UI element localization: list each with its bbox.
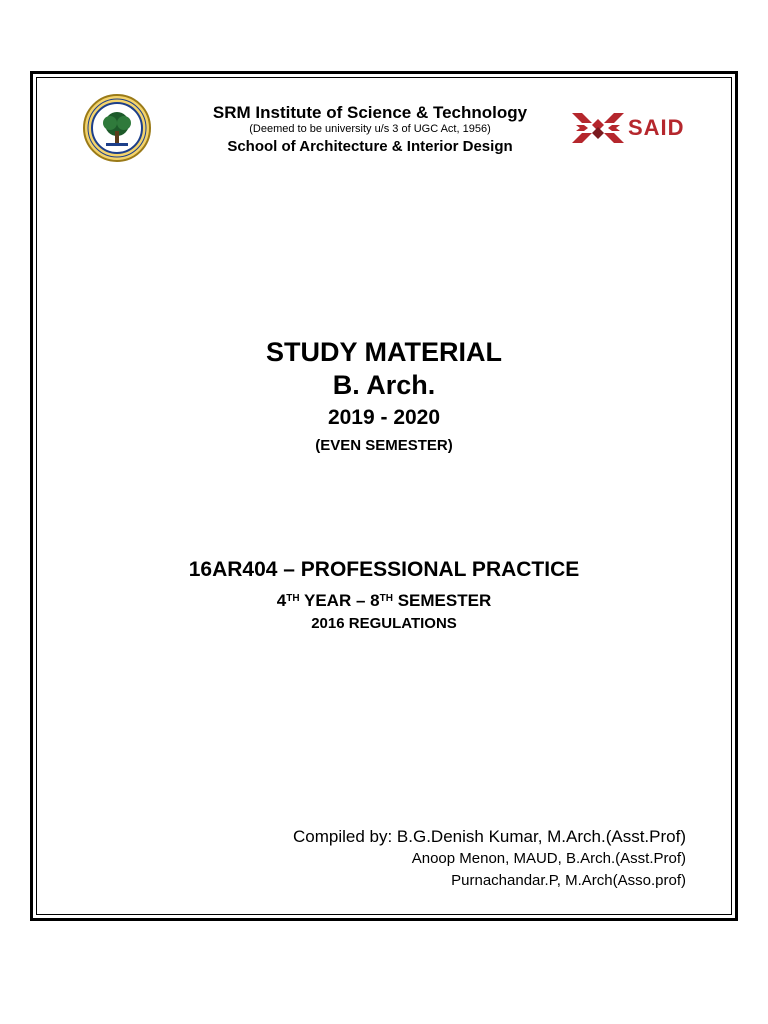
institute-name: SRM Institute of Science & Technology — [212, 103, 528, 122]
year-semester — [0, 588, 768, 612]
compiled-by-line-2: Anoop Menon, MAUD, B.Arch.(Asst.Prof) — [411, 850, 686, 867]
semester-suffix: TH — [379, 593, 393, 604]
academic-year: 2019 - 2020 — [327, 406, 441, 429]
page-border — [30, 71, 738, 921]
institute-heading — [170, 102, 570, 157]
year-suffix: TH — [286, 593, 300, 604]
semester-label: (EVEN SEMESTER) — [315, 437, 453, 454]
year-word: YEAR – — [304, 591, 366, 610]
semester-word: SEMESTER — [397, 591, 492, 610]
srm-seal-logo — [82, 93, 152, 163]
said-logo — [568, 105, 628, 151]
course-title: 16AR404 – PROFESSIONAL PRACTICE — [188, 558, 580, 581]
regulations: 2016 REGULATIONS — [311, 615, 457, 632]
semester-number: 8 — [370, 591, 380, 610]
year-number: 4 — [276, 591, 287, 610]
deemed-university-note: (Deemed to be university u/s 3 of UGC Act, 1956) — [249, 123, 491, 135]
compiled-by-line-1: Compiled by: B.G.Denish Kumar, M.Arch.(Asst.Prof) — [292, 827, 686, 846]
study-material-title: STUDY MATERIAL — [266, 337, 502, 367]
said-logo-text: SAID — [628, 115, 685, 140]
program-title: B. Arch. — [332, 370, 436, 400]
school-name: School of Architecture & Interior Design — [227, 138, 513, 155]
compiled-by-line-3: Purnachandar.P, M.Arch(Asso.prof) — [451, 872, 686, 889]
